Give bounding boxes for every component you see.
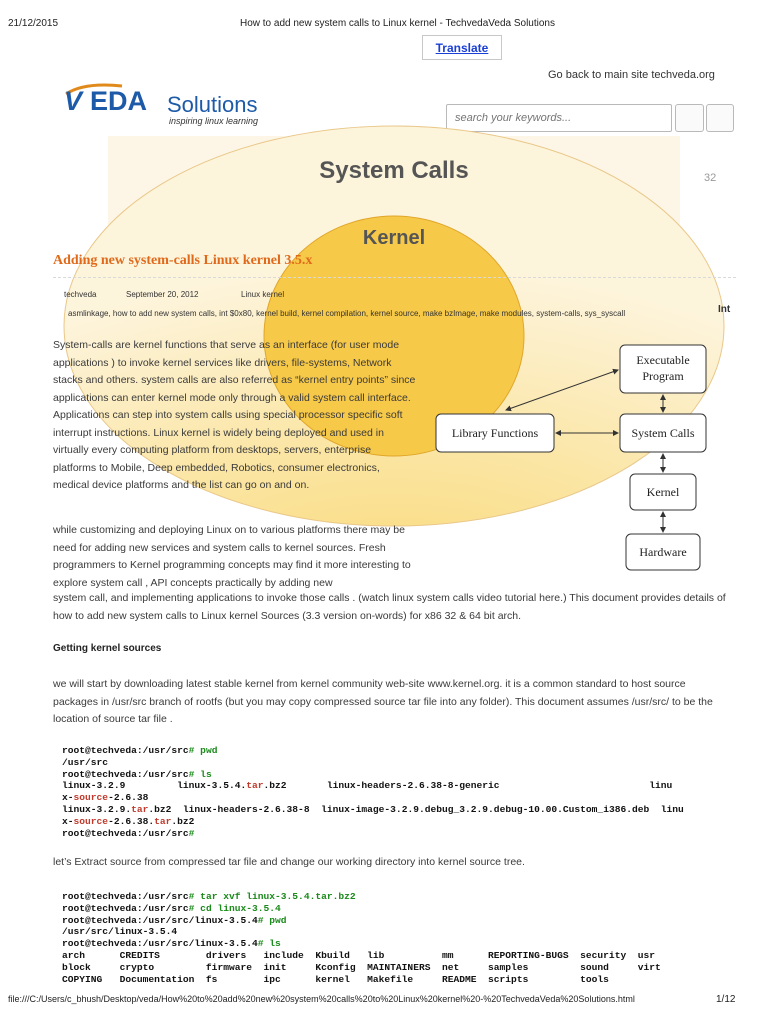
post-date: September 20, 2012 [126, 290, 199, 299]
post-title[interactable]: Adding new system-calls Linux kernel 3.5.x [53, 253, 313, 268]
print-page-title: How to add new system calls to Linux kernel - TechvedaVeda Solutions [240, 18, 555, 29]
translate-button[interactable]: Translate [422, 35, 502, 60]
paragraph-2b: system call, and implementing applications to invoke those calls . (watch linux system calls video tutorial here.) This document provides details of how to add new system calls to Linux kernel Sources (3.3 version on-words) for x86 32 & 64 bit arch. [53, 592, 726, 622]
section-heading-kernel-sources: Getting kernel sources [53, 643, 162, 654]
executable-label-2: Program [642, 369, 684, 383]
search-input[interactable] [446, 104, 672, 132]
code-block-extract: root@techveda:/usr/src# tar xvf linux-3.5.4.tar.bz2 root@techveda:/usr/src# cd linux-3.5.4 root@techveda:/usr/src/linux-3.5.4# pwd /usr/src/linux-3.5.4 root@techveda:/usr/src/linux-3.5.4# ls arch CREDITS drivers include Kbuild lib mm REPORTING-BUGS security usr block crypto firmware init Kconfig MAINTAINERS net samples sound virt COPYING Documentation fs ipc kernel Makefile README scripts tools [62, 891, 661, 985]
paragraph-4: let’s Extract source from compressed tar file and change our working directory into kernel source tree. [53, 856, 525, 868]
title-divider [53, 277, 736, 278]
paragraph-2a: while customizing and deploying Linux on to various platforms there may be need for adding new services and system calls to kernel sources. Fresh programmers to Kernel programming concepts may find it more interesting to explore system call , API concepts practically by adding new [53, 524, 411, 589]
system-call-diagram [434, 340, 734, 580]
kernel-label: Kernel [646, 485, 680, 499]
banner-subtitle: Kernel [362, 227, 426, 249]
sidebar-count: 32 [704, 172, 717, 184]
veda-solutions-logo[interactable] [64, 86, 284, 130]
hardware-label: Hardware [639, 545, 687, 559]
syscalls-label: System Calls [631, 426, 695, 440]
logo-eda: EDA [90, 86, 148, 116]
logo-v: V [64, 86, 83, 116]
post-author[interactable]: techveda [64, 290, 97, 299]
search-button[interactable] [675, 104, 704, 132]
logo-solutions: Solutions [167, 92, 258, 117]
logo-tagline: inspiring linux learning [169, 116, 259, 126]
print-date: 21/12/2015 [8, 18, 59, 29]
post-banner-image [108, 136, 680, 249]
print-url: file:///C:/Users/c_bhush/Desktop/veda/How%20to%20add%20new%20system%20calls%20to%20Linux%20kernel%20-%20TechvedaVeda%20Solutions.html [8, 994, 635, 1004]
banner-title: System Calls [319, 157, 469, 184]
sidebar-truncated-label: Int [718, 304, 731, 315]
search-extra-button[interactable] [706, 104, 734, 132]
post-tags[interactable]: asmlinkage, how to add new system calls, int $0x80, kernel build, kernel compilation, kernel source, make bzImage, make modules, system-calls, sys_syscall [68, 309, 626, 318]
paragraph-3: we will start by downloading latest stable kernel from kernel community web-site www.kernel.org. it is a common standard to host source packages in /usr/src branch of rootfs (but you may copy compressed source tar file into any folder). This document assumes /usr/src/ to be the location of source tar file . [53, 678, 713, 725]
print-page-number: 1/12 [716, 994, 736, 1005]
code-block-ls: root@techveda:/usr/src# pwd /usr/src root@techveda:/usr/src# ls linux-3.2.9 linux-3.5.4.tar.bz2 linux-headers-2.6.38-8-generic linu x-source-2.6.38 linux-3.2.9.tar.bz2 linux-headers-2.6.38-8 linux-image-3.2.9.debug_3.2.9.debug-10.00.Custom_i386.deb linu x-source-2.6.38.tar.bz2 root@techveda:/usr/src# [62, 745, 684, 839]
back-to-main-site-link[interactable]: Go back to main site techveda.org [548, 69, 715, 81]
intro-paragraph: System-calls are kernel functions that serve as an interface (for user mode applications ) to invoke kernel services like drivers, file-systems, Network stacks and others. system calls are also referred as “kernel entry points” since applications can enter kernel mode only through a valid system call interface. Applications can step into system calls using special processor specific soft interrupt instructions. Linux kernel is widely being deployed and used in virtually every computing platform from desktops, servers, enterprise platforms to Mobile, Deep embedded, Robotics, consumer electronics, medical device platforms and the list can go on and on. [53, 339, 416, 491]
executable-label-1: Executable [636, 353, 690, 367]
library-label: Library Functions [451, 426, 539, 440]
post-category[interactable]: Linux kernel [241, 290, 285, 299]
